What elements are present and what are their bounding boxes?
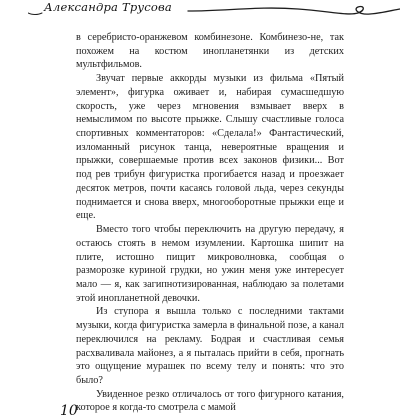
paragraph: Вместо того чтобы переключить на другую передачу, я остаюсь стоять в немом изумлении. Картошка шипит на плите, истошно пищит микроволновка, сообщая о разморозке куриной грудки, но ужин меня уже интересует мало — я, как загипнотизированная, наблюдаю за полетами этой инопланетной девочки. (76, 224, 344, 304)
header-author-name: Александра Трусова (44, 0, 172, 14)
paragraph-continuation: в серебристо-оранжевом комбинезоне. Комбинезо-не, так похожем на костюм инопланетянки из детских мультфильмов. (76, 32, 344, 71)
paragraph: Из ступора я вышла только с последними тактами музыки, когда фигуристка замерла в финальной позе, а канал переключился на рекламу. Бодрая и счастливая семья расхваливала майонез, а я пыталась прийти в себя, прогнать это ощущение мурашек по всему телу и понять: что это было? (76, 306, 344, 386)
running-header (28, 0, 400, 22)
page-number: 10 (60, 403, 78, 419)
paragraph: Звучат первые аккорды музыки из фильма «Пятый элемент», фигурка оживает и, набирая сумасшедшую скорость, уже через мгновения взмывает вверх в немыслимом по высоте прыжке. Слышу счастливые голоса спортивных комментаторов: «Сделала!» Фантастический, изломанный рисунок танца, невероятные вращения и прыжки, совершаемые против всех законов физики... Вот под рев трибун фигуристка прогибается назад и проезжает десяток метров, почти касаясь головой льда, через секунды поднимается и снова вверх, многооборотные прыжки еще и еще. (76, 73, 344, 222)
page-text (76, 31, 344, 415)
paragraph: Увиденное резко отличалось от того фигурного катания, которое я когда-то смотрела с мамой (76, 388, 344, 414)
